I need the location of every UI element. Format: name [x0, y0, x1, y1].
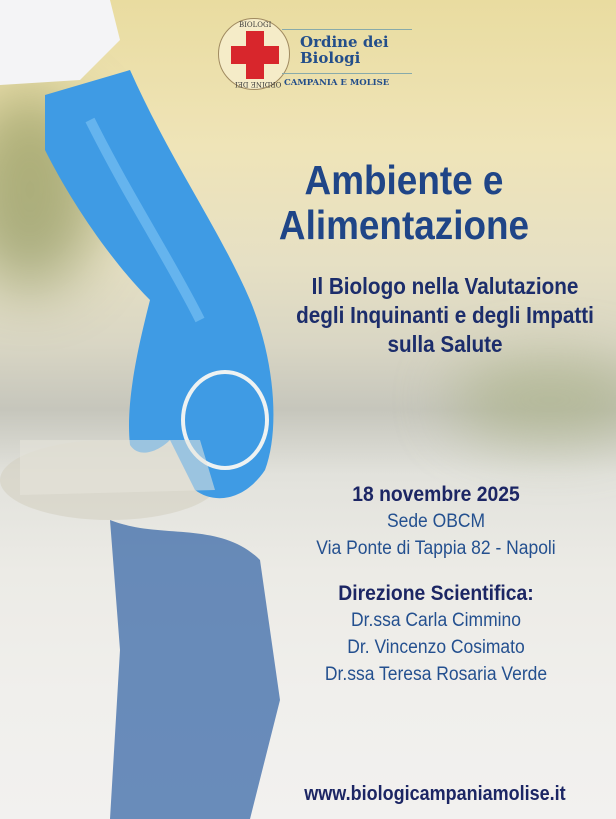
poster-title: Ambiente e Alimentazione — [278, 157, 530, 248]
logo-region: CAMPANIA E MOLISE — [284, 78, 390, 88]
direction-heading: Direzione Scientifica: — [338, 582, 534, 605]
director-name: Dr.ssa Teresa Rosaria Verde — [324, 664, 548, 685]
event-venue: Sede OBCM — [386, 511, 486, 532]
website-link[interactable]: www.biologicampaniamolise.it — [304, 783, 566, 805]
scientific-direction — [298, 580, 574, 688]
event-address: Via Ponte di Tappia 82 - Napoli — [316, 538, 556, 559]
event-details — [298, 481, 574, 562]
sleeve — [0, 0, 120, 85]
director-name: Dr. Vincenzo Cosimato — [347, 637, 525, 658]
poster-subtitle: Il Biologo nella Valutazione degli Inquinanti e degli Impatti sulla Salute — [296, 273, 594, 357]
logo-name: Ordine dei Biologi — [300, 33, 389, 67]
seal-text-top: BIOLOGI — [239, 21, 272, 29]
event-date: 18 novembre 2025 — [352, 483, 520, 506]
glove-reflection — [110, 520, 280, 819]
director-name: Dr.ssa Carla Cimmino — [351, 610, 521, 631]
ordine-biologi-logo[interactable] — [218, 18, 408, 90]
seal-text-bottom: ORDINE DEI — [235, 80, 282, 88]
seal-emblem — [218, 18, 290, 90]
blue-glove — [45, 70, 273, 498]
